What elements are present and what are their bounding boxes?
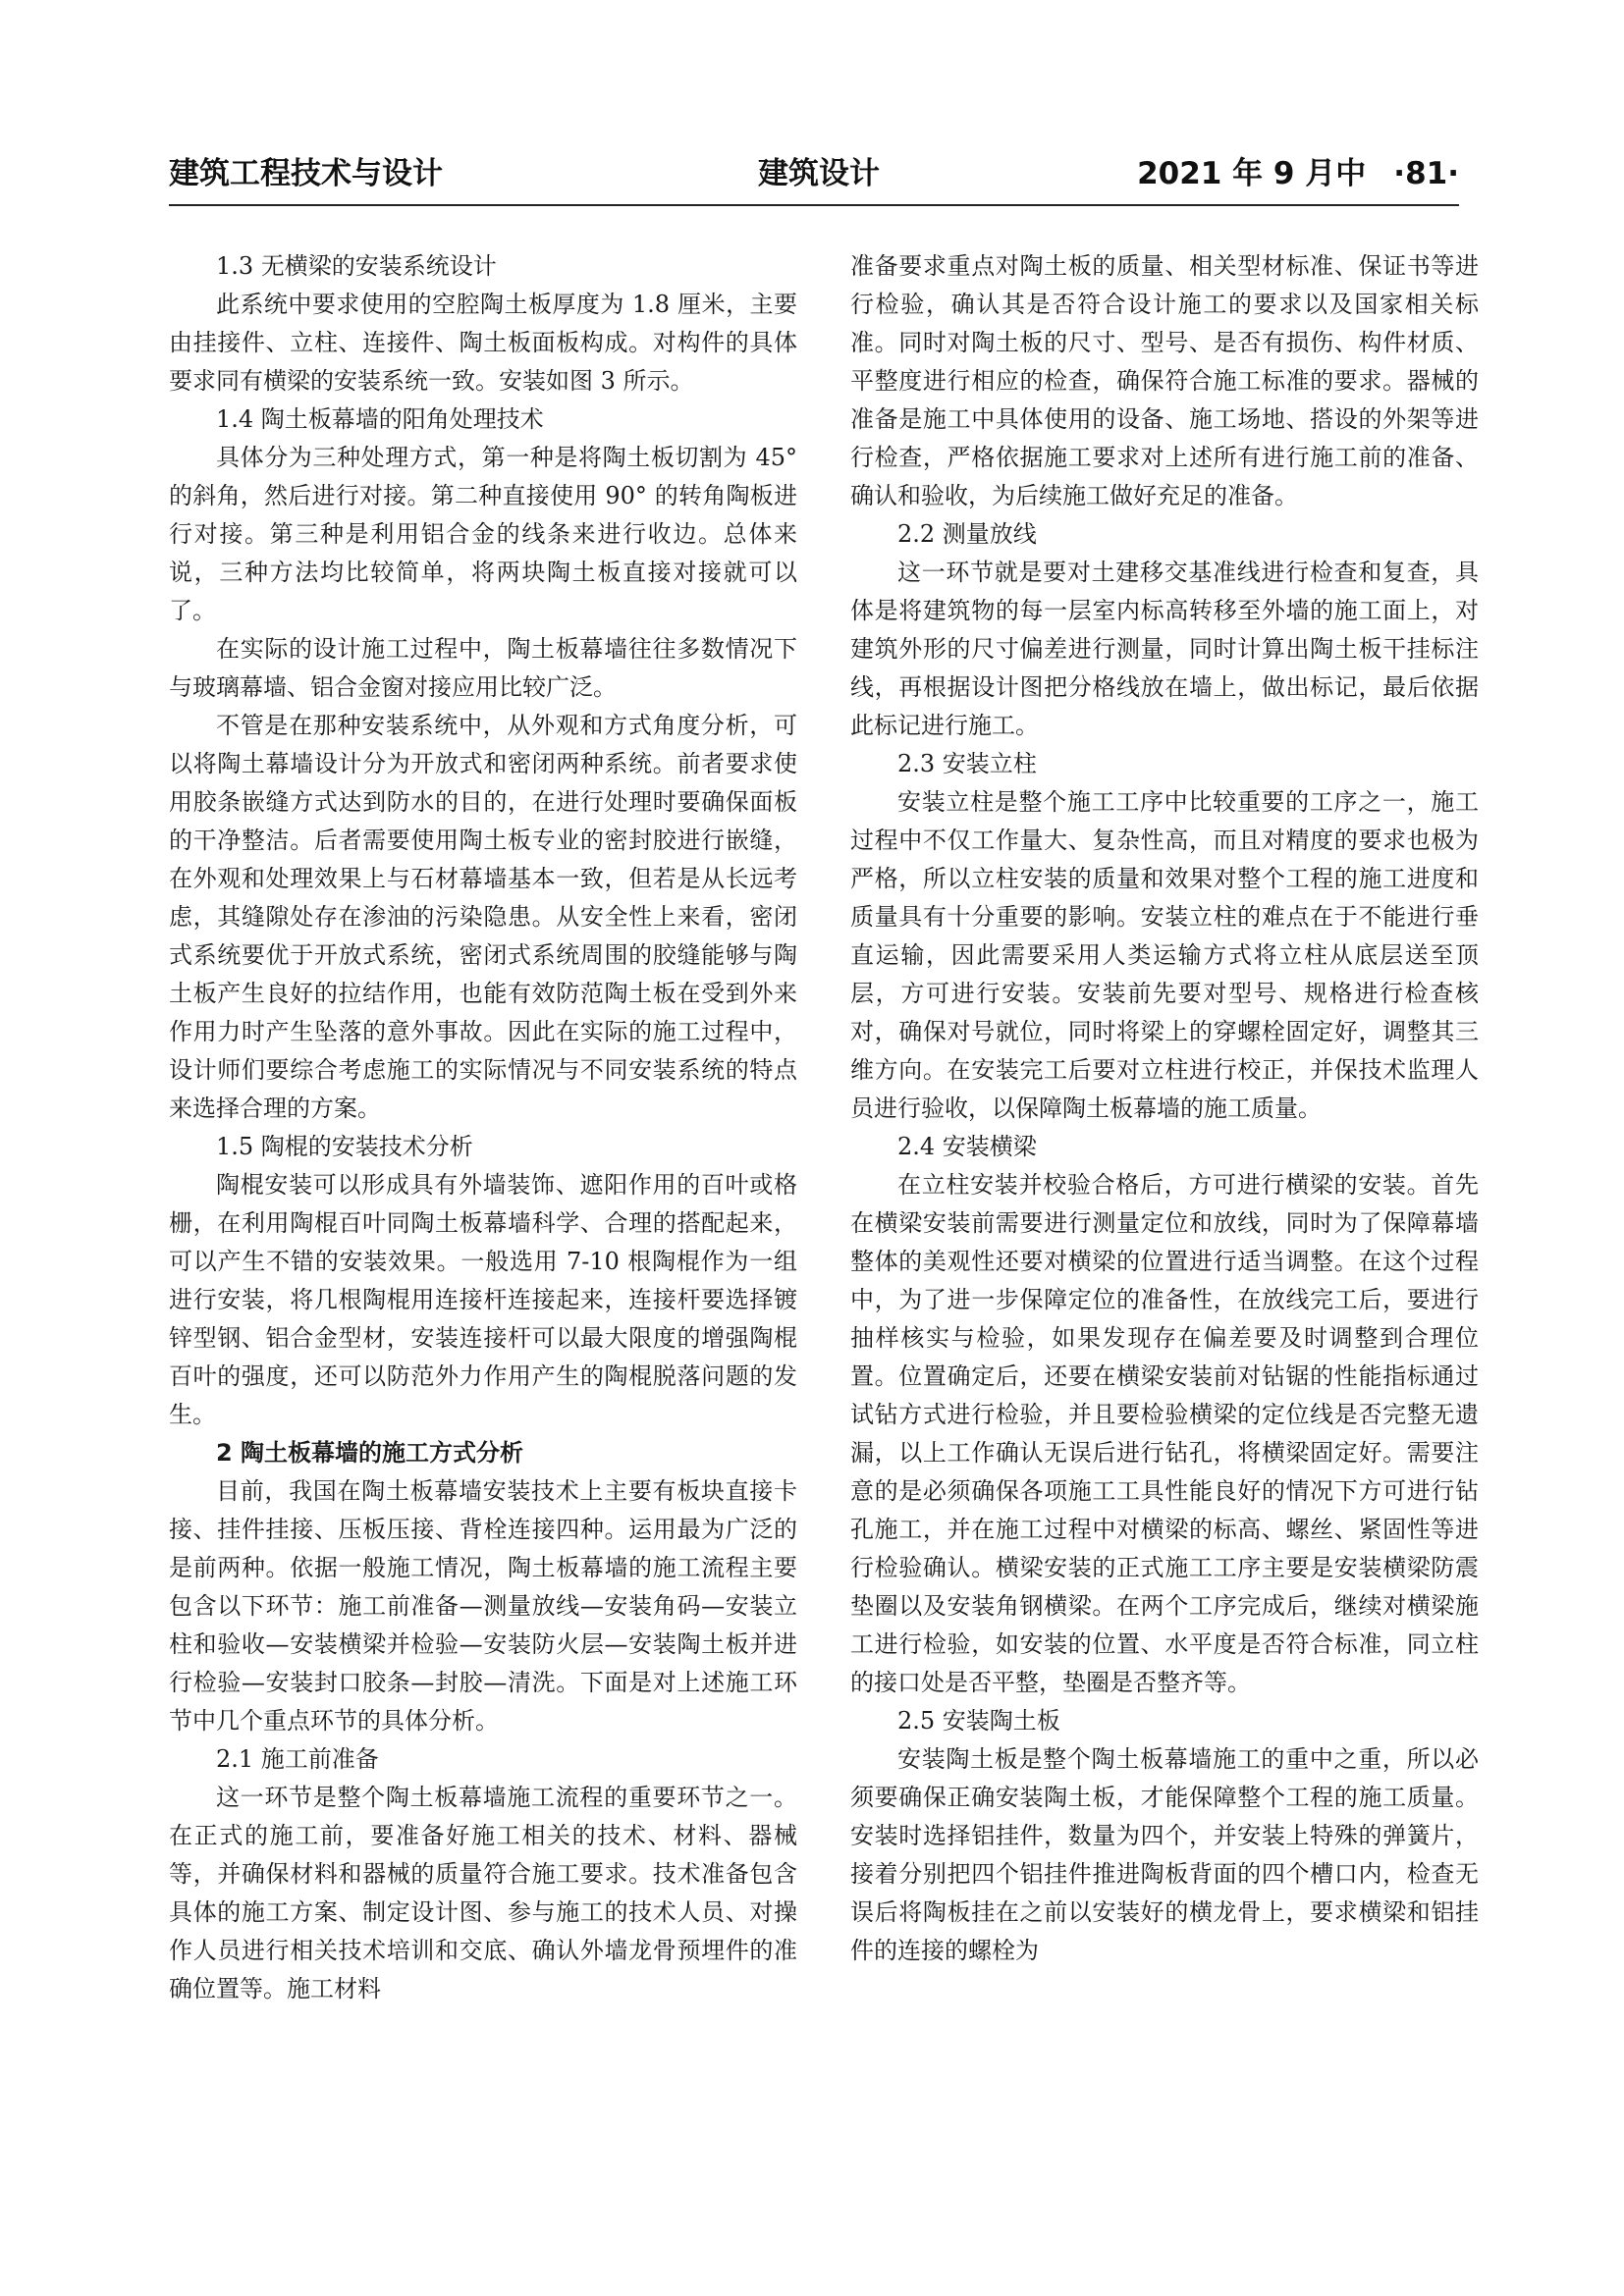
paragraph-continued: 准备要求重点对陶土板的质量、相关型材标准、保证书等进行检验，确认其是否符合设计施工的要求以及国家相关标准。同时对陶土板的尺寸、型号、是否有损伤、构件材质、平整度进行相应的检查，确保符合施工标准的要求。器械的准备是施工中具体使用的设备、施工场地、搭设的外架等进行检查，严格依据施工要求对上述所有进行施工前的准备、确认和验收，为后续施工做好充足的准备。 — [850, 252, 1479, 509]
paragraph: 在实际的设计施工过程中，陶土板幕墙往往多数情况下与玻璃幕墙、铝合金窗对接应用比较广泛。 — [169, 635, 797, 701]
page-number: ·81· — [1393, 156, 1459, 191]
journal-title: 建筑工程技术与设计 — [169, 156, 443, 191]
issue-and-page — [1137, 149, 1459, 198]
subsection-heading-1-5: 1.5 陶棍的安装技术分析 — [216, 1133, 473, 1160]
paragraph: 安装陶土板是整个陶土板幕墙施工的重中之重，所以必须要确保正确安装陶土板，才能保障整个工程的施工质量。安装时选择铝挂件，数量为四个，并安装上特殊的弹簧片，接着分别把四个铝挂件推进陶板背面的四个槽口内，检查无误后将陶板挂在之前以安装好的横龙骨上，要求横梁和铝挂件的连接的螺栓为 — [850, 1745, 1479, 1964]
running-header — [169, 149, 1459, 198]
section-heading-2: 2 陶土板幕墙的施工方式分析 — [216, 1439, 524, 1467]
subsection-heading-1-4: 1.4 陶土板幕墙的阳角处理技术 — [216, 405, 544, 433]
left-column — [169, 247, 797, 2008]
paragraph: 这一环节是整个陶土板幕墙施工流程的重要环节之一。在正式的施工前，要准备好施工相关的技术、材料、器械等，并确保材料和器械的质量符合施工要求。技术准备包含具体的施工方案、制定设计图、参与施工的技术人员、对操作人员进行相关技术培训和交底、确认外墙龙骨预埋件的准确位置等。施工材料 — [169, 1784, 797, 2002]
issue-date: 2021 年 9 月中 — [1137, 156, 1367, 191]
paragraph: 此系统中要求使用的空腔陶土板厚度为 1.8 厘米，主要由挂接件、立柱、连接件、陶土板面板构成。对构件的具体要求同有横梁的安装系统一致。安装如图 3 所示。 — [169, 291, 797, 395]
section-title: 建筑设计 — [758, 156, 880, 191]
paragraph: 不管是在那种安装系统中，从外观和方式角度分析，可以将陶土幕墙设计分为开放式和密闭两种系统。前者要求使用胶条嵌缝方式达到防水的目的，在进行处理时要确保面板的干净整洁。后者需要使用陶土板专业的密封胶进行嵌缝，在外观和处理效果上与石材幕墙基本一致，但若是从长远考虑，其缝隙处存在渗油的污染隐患。从安全性上来看，密闭式系统要优于开放式系统，密闭式系统周围的胶缝能够与陶土板产生良好的拉结作用，也能有效防范陶土板在受到外来作用力时产生坠落的意外事故。因此在实际的施工过程中，设计师们要综合考虑施工的实际情况与不同安装系统的特点来选择合理的方案。 — [169, 712, 797, 1122]
paragraph: 目前，我国在陶土板幕墙安装技术上主要有板块直接卡接、挂件挂接、压板压接、背栓连接四种。运用最为广泛的是前两种。依据一般施工情况，陶土板幕墙的施工流程主要包含以下环节：施工前准备—测量放线—安装角码—安装立柱和验收—安装横梁并检验—安装防火层—安装陶土板并进行检验—安装封口胶条—封胶—清洗。下面是对上述施工环节中几个重点环节的具体分析。 — [169, 1477, 797, 1735]
subsection-heading-2-5: 2.5 安装陶土板 — [897, 1707, 1060, 1735]
subsection-heading-2-1: 2.1 施工前准备 — [216, 1745, 379, 1773]
subsection-heading-2-4: 2.4 安装横梁 — [897, 1133, 1037, 1160]
paragraph: 这一环节就是要对土建移交基准线进行检查和复查，具体是将建筑物的每一层室内标高转移至外墙的施工面上，对建筑外形的尺寸偏差进行测量，同时计算出陶土板干挂标注线，再根据设计图把分格线放在墙上，做出标记，最后依据此标记进行施工。 — [850, 559, 1479, 739]
header-rule — [169, 204, 1459, 206]
paragraph: 安装立柱是整个施工工序中比较重要的工序之一，施工过程中不仅工作量大、复杂性高，而且对精度的要求也极为严格，所以立柱安装的质量和效果对整个工程的施工进度和质量具有十分重要的影响。安装立柱的难点在于不能进行垂直运输，因此需要采用人类运输方式将立柱从底层送至顶层，方可进行安装。安装前先要对型号、规格进行检查核对，确保对号就位，同时将梁上的穿螺栓固定好，调整其三维方向。在安装完工后要对立柱进行校正，并保技术监理人员进行验收，以保障陶土板幕墙的施工质量。 — [850, 788, 1479, 1122]
paragraph: 具体分为三种处理方式，第一种是将陶土板切割为 45° 的斜角，然后进行对接。第二种直接使用 90° 的转角陶板进行对接。第三种是利用铝合金的线条来进行收边。总体来说，三种方法均比较简单，将两块陶土板直接对接就可以了。 — [169, 444, 797, 624]
subsection-heading-2-2: 2.2 测量放线 — [897, 520, 1037, 548]
right-column — [850, 247, 1479, 1970]
subsection-heading-1-3: 1.3 无横梁的安装系统设计 — [216, 252, 497, 280]
paragraph: 在立柱安装并校验合格后，方可进行横梁的安装。首先在横梁安装前需要进行测量定位和放线，同时为了保障幕墙整体的美观性还要对横梁的位置进行适当调整。在这个过程中，为了进一步保障定位的准备性，在放线完工后，要进行抽样核实与检验，如果发现存在偏差要及时调整到合理位置。位置确定后，还要在横梁安装前对钻锯的性能指标通过试钻方式进行检验，并且要检验横梁的定位线是否完整无遗漏，以上工作确认无误后进行钻孔，将横梁固定好。需要注意的是必须确保各项施工工具性能良好的情况下方可进行钻孔施工，并在施工过程中对横梁的标高、螺丝、紧固性等进行检验确认。横梁安装的正式施工工序主要是安装横梁防震垫圈以及安装角钢横梁。在两个工序完成后，继续对横梁施工进行检验，如安装的位置、水平度是否符合标准，同立柱的接口处是否平整，垫圈是否整齐等。 — [850, 1171, 1479, 1696]
subsection-heading-2-3: 2.3 安装立柱 — [897, 750, 1037, 777]
paragraph: 陶棍安装可以形成具有外墙装饰、遮阳作用的百叶或格栅，在利用陶棍百叶同陶土板幕墙科学、合理的搭配起来，可以产生不错的安装效果。一般选用 7-10 根陶棍作为一组进行安装，将几根陶棍用连接杆连接起来，连接杆要选择镀锌型钢、铝合金型材，安装连接杆可以最大限度的增强陶棍百叶的强度，还可以防范外力作用产生的陶棍脱落问题的发生。 — [169, 1171, 797, 1428]
